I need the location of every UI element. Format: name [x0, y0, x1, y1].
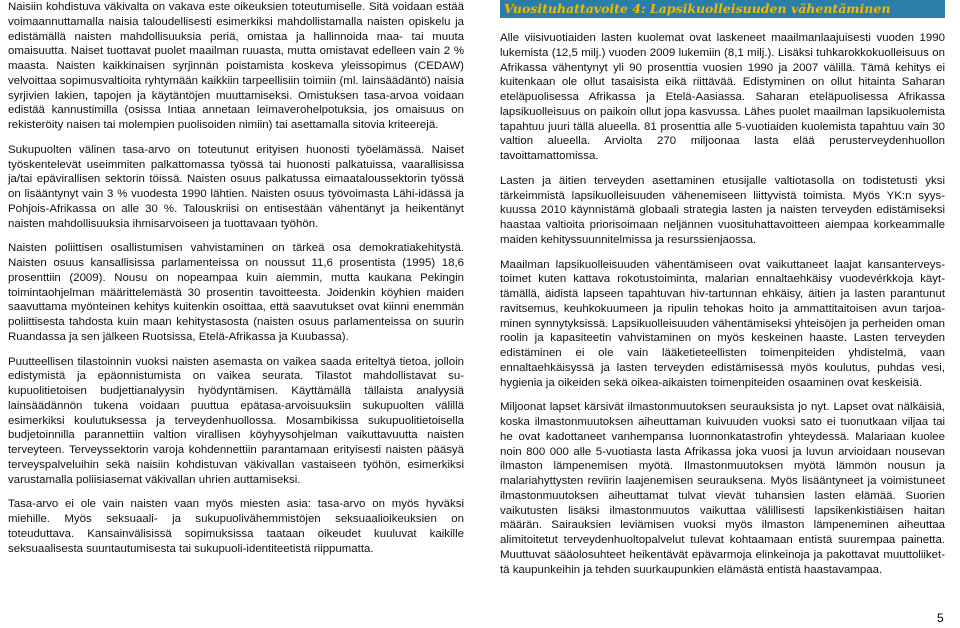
- body-paragraph: Sukupuolten välinen tasa-arvo on toteutunut erityisen huonosti työelämässä. Naiset työskentelevät useimmiten palkattomassa työssä tai huonosti palkatuissa, vaarallisissa ja/tai epävirallisen sektorin töissä. Naisten osuus palkatussa eimaataloussektorin työssä on lisääntynyt vain 3 % vuodesta 1990 lähtien. Naisten osuus työvoimasta Lähi-idässä ja Pohjois-Afrikassa on alle 30 %. Talouskriisi on entisestään vähentänyt ja heikentänyt naisten mahdollisuuksia ihmisarvoiseen ja tuottavaan työhön.: [8, 143, 464, 230]
- body-paragraph: Puutteellisen tilastoinnin vuoksi naisten asemasta on vaikea saada eriteltyä tietoa, jolloin edistymistä ja epäonnistumista on vaikea seurata. Tilastot mahdollistavat sukupuolitietoisen budjettianalyysin hyödyntämisen. Käyttämällä tällaista analyysiä lainsäädännön tukena voidaan puuttua epätasa-arvoisuuksiin sukupuolten välillä esimerkiksi koulutuksessa ja terveydenhuollossa. Mosambikissa sukupuolitietoisella budjetoinnilla parannettiin valtion virallisen köyhyysohjelman vaikuttavuutta naisten terveyteen. Terveyssektorin varoja kohdennettiin parantamaan erityisesti naisten pääsyä terveyspalveluihin sekä naisiin kohdistuvan väkivallan vastaiseen työhön, esimerkiksi varustamalla poliisiasemat väkivallan uhrien auttamiseksi.: [8, 355, 464, 486]
- right-column: [500, 31, 945, 587]
- body-paragraph: Tasa-arvo ei ole vain naisten vaan myös miesten asia: tasa-arvo on myös hyväksi miehille. Myös seksuaali- ja sukupuolivähemmistöjen seksuaalioikeuksien on toteuduttava. Kansainvälisissä sopimuksissa taataan oikeudet kuuluvat kaikille seksuaalisesta suuntautumisesta tai sukupuoli-identiteetistä riippumatta.: [8, 498, 464, 555]
- page-number: 5: [937, 611, 944, 625]
- section-heading: Vuosituhattavoite 4: Lapsikuolleisuuden vähentäminen: [504, 1, 891, 16]
- body-paragraph: Miljoonat lapset kärsivät ilmastonmuutoksen seurauksista jo nyt. Lapset ovat nälkäisiä, koska ilmastonmuutoksen aiheuttaman kuivuuden vuoksi sato ei tuonutkaan viljaa tai he ovat kadottaneet vanhempansa luonnonkatastrofin yhteydessä. Malariaan kuolee noin 800 000 alle 5-vuotiasta lasta Afrikassa joka vuosi ja luvun arvioidaan nousevan ilmaston lämpenemisen myötä. Ilmastonmuutoksen myötä lämmön nousun ja malariahyttysten reviirin laajenemisen seurauksena. Myös lisääntyneet ja voimistuneet ilmastonmuutoksen aiheuttamat tulvat vievät tuhansien lasten elämää. Suorien vaikutusten lisäksi ilmastonmuutos vaikuttaa välillisesti lapsikenkistiäisen haitan määrän. Sairauksien leviämisen vuoksi myös ilmaston lämpeneminen aiheuttaa alimitoitetut terveydenhuoltopalvelut tulevat kohtaamaan entistä suurempaa painetta. Muuttuvat sääolosuhteet heikentävät epävarmoja elinkeinoja ja pakottavat muuttoliikettä kaupunkeihin ja tehden suurkaupunkien elämästä entistä haastavampaa.: [500, 401, 945, 576]
- body-paragraph: Alle viisivuotiaiden lasten kuolemat ovat laskeneet maailmanlaajuisesti vuoden 1990 lukemista (12,5 milj.) vuoden 2009 lukemiin (8,1 milj.). Lisäksi tuhkarokkokuolleisuus on Afrikassa vähentynyt yli 90 prosenttia vuosien 1990 ja 2007 välillä. Tämä kehitys ei kuitenkaan ole ollut tasaisista eikä riittävää. Edistyminen on ollut hitainta Saharan eteläpuolisessa Afrikassa ja Etelä-Aasiassa. Saharan eteläpuolisessa Afrikassa lapsikuolleisuus on paikoin ollut jopa kasvussa. Lähes puolet maailman lapsikuolemista tapahtuu juuri tällä alueella. 81 prosenttia alle 5-vuotiaiden kuolemista tapahtuu vain 30 valtion alueella. Arviolta 270 miljoonaa lasta elää perusterveydenhuollon tavoittamattomissa.: [500, 32, 945, 162]
- body-paragraph: Naisiin kohdistuva väkivalta on vakava este oikeuksien toteutumiselle. Sitä voidaan estää voimaannuttamalla naisia taloudellisesti esimerkiksi mahdollistamalla naisten opiskelu ja edistämällä naisten mahdollisuuksia periä, omistaa ja hallinnoida maa- tai muuta omaisuutta. Naiset tuottavat puolet maailman ruuasta, mutta omistavat edelleen vain 2 % maasta. Naisten kaikkinaisen syrjinnän poistamista koskeva yleissopimus (CEDAW) velvoittaa sopimusvaltioita ryhtymään kaikkiin tarpeellisiin toimiin (ml. lainsäädäntö) naisia syrjivien lakien, tapojen ja käytäntöjen muuttamiseksi. Omistuksen tasa-arvoa voidaan edistää kannustimilla (osissa Intiaa annetaan leimaverohelpotuksia, jos omaisuus on rekisteröity naisen tai molempien puolisoiden nimiin) tai asettamalla sitovia kriteerejä.: [8, 1, 464, 131]
- body-paragraph: Naisten poliittisen osallistumisen vahvistaminen on tärkeä osa demokratiakehitystä. Naisten osuus kansallisissa parlamenteissa on noussut 11,6 prosentista (1995) 18,6 prosenttiin (2009). Nousu on nopeampaa kuin aiemmin, mutta kaukana Pekingin toimintaohjelman määrittelemästä 30 prosentin tavoitteesta. Joidenkin köyhien maiden saavuttama myönteinen kehitys kuitenkin osoittaa, että saavutukset ovat kiinni enemmän poliittisesta tahdosta kuin maan kehitystasosta (naisten osuus parlamenteissa on suurin Ruandassa ja sen jälkeen Ruotsissa, Etelä-Afrikassa ja Kuubassa).: [8, 242, 464, 343]
- left-column: [8, 0, 464, 566]
- body-paragraph: Maailman lapsikuolleisuuden vähentämiseen ovat vaikuttaneet laajat kansanterveystoimet kuten kattava rokotustoiminta, malarian ennaltaehkäisy vuodevérkkoja käyttämällä, äidistä lapseen tapahtuvan hiv-tartunnan ehkäisy, äitien ja lasten parantunut ravitsemus, keuhkokuumeen ja ripulin tehokas hoito ja ammattitaitoisen avun tarjoaminen synnytyksissä. Lapsikuolleisuuden vähentämiseksi yhteisöjen ja perheiden oman roolin ja kapasiteetin vahvistaminen on myös keskeinen haaste. Lasten terveyden edistäminen ei ole vain lääketieteellisten toimenpiteiden yhdistelmä, vaan ennaltaehkäisyssä ja lasten terveyden edistämisessä myös koulutus, puhdas vesi, hygienia ja oikeiden sekä oikea-aikaisten toimenpiteiden osaaminen ovat keskeisiä.: [500, 258, 945, 389]
- body-paragraph: Lasten ja äitien terveyden asettaminen etusijalle valtiotasolla on todistetusti yksi tärkeimmistä lapsikuolleisuuden vähenemiseen liittyvistä toimista. Myös YK:n syyskuussa 2010 käynnistämä globaali strategia lasten ja naisten terveyden edistämiseksi haastaa valtioita priorisoimaan neljännen vuosituhattavoitteen aiempaa korkeammalle maiden kehityssuunnitelmissa ja resurssienjaossa.: [500, 174, 945, 246]
